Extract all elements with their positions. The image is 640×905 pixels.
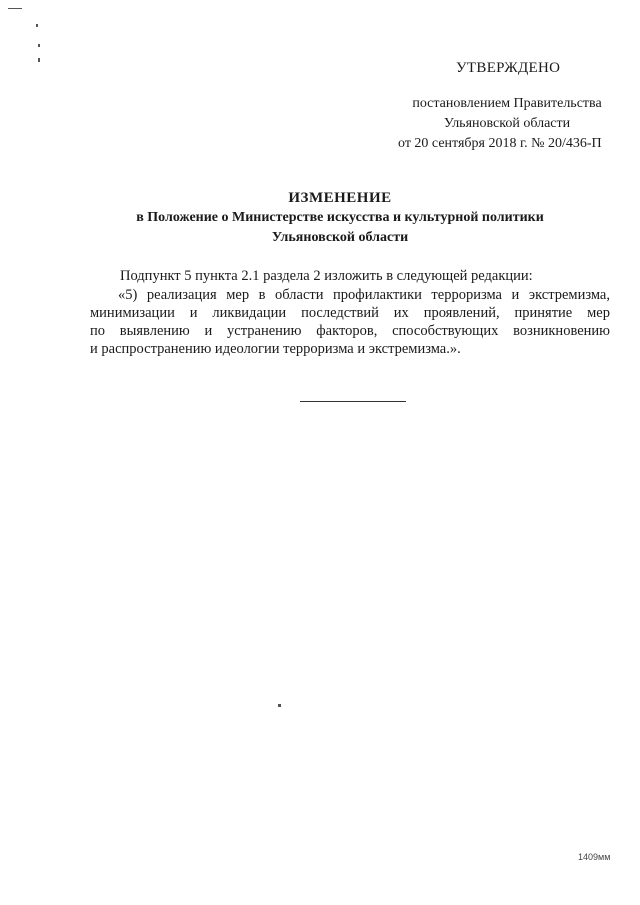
approval-date: от 20 сентября 2018 г. № 20/436-П [398,136,602,151]
amendment-text [90,286,610,358]
scan-artifact [38,58,40,62]
scan-artifact [38,44,40,47]
amendment-line: минимизации и ликвидации последствий их проявлений, принятие мер [90,305,610,321]
amendment-line: «5) реализация мер в области профилактики терроризма и экстремизма, [118,287,610,303]
document-heading [100,188,580,248]
scan-artifact [278,704,281,707]
document-subtitle: Ульяновской области [271,230,409,245]
amendment-line: и распространению идеологии терроризма и экстремизма.». [90,341,461,357]
scan-artifact [36,24,38,27]
document-subtitle: в Положение о Министерстве искусства и культурной политики [136,210,544,225]
scan-artifact [8,8,22,9]
approval-authority [402,94,612,134]
intro-paragraph: Подпункт 5 пункта 2.1 раздела 2 изложить в следующей редакции: [120,268,533,284]
separator-line [300,401,406,402]
approval-label: УТВЕРЖДЕНО [456,60,561,76]
approval-authority-line: постановлением Правительства [412,96,602,111]
approval-authority-line: Ульяновской области [443,116,571,131]
document-title: ИЗМЕНЕНИЕ [288,190,392,206]
amendment-line: по выявлению и устранению факторов, способствующих возникновению [90,323,610,339]
page-stamp: 1409мм [578,852,611,862]
